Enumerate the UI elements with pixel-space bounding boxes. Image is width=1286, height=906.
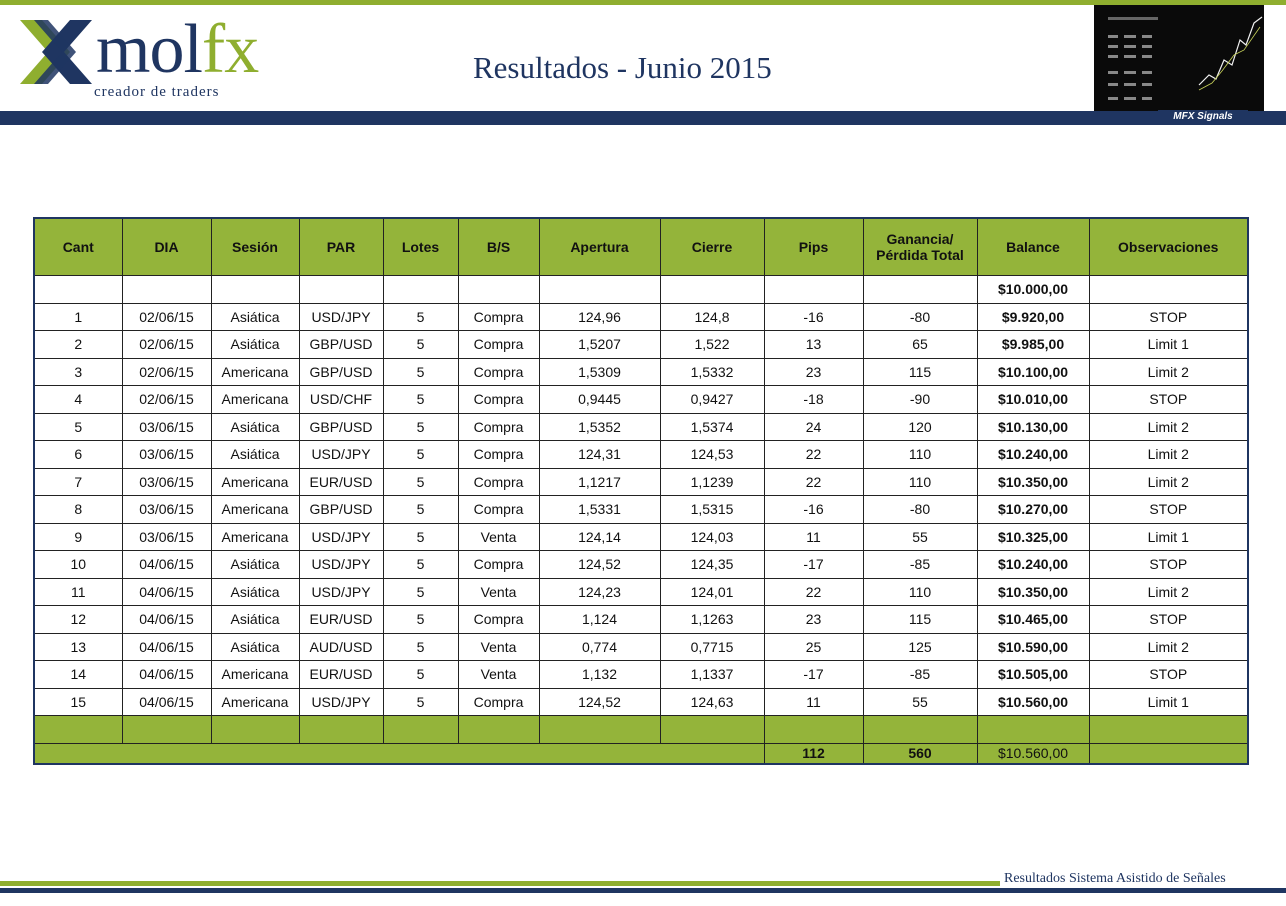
cell-cierre: 124,35 xyxy=(660,551,764,579)
cell-cierre: 0,9427 xyxy=(660,386,764,414)
logo-tagline: creador de traders xyxy=(94,84,220,100)
cell-observaciones: Limit 1 xyxy=(1089,331,1248,359)
footer-caption: Resultados Sistema Asistido de Señales xyxy=(1004,871,1226,886)
cell-lotes: 5 xyxy=(383,578,458,606)
cell-balance: $10.010,00 xyxy=(977,386,1089,414)
cell-par: AUD/USD xyxy=(299,633,383,661)
cell-par: USD/JPY xyxy=(299,523,383,551)
cell-pips: -18 xyxy=(764,386,863,414)
cell-apertura: 1,5352 xyxy=(539,413,660,441)
spacer-row xyxy=(34,716,1248,744)
cell-ganancia: -85 xyxy=(863,551,977,579)
cell-dia: 04/06/15 xyxy=(122,633,211,661)
cell-cant: 9 xyxy=(34,523,122,551)
logo-x-mark-icon xyxy=(20,20,92,84)
cell-balance: $10.130,00 xyxy=(977,413,1089,441)
initial-balance-row xyxy=(34,276,1248,304)
cell-bs: Venta xyxy=(458,578,539,606)
cell-lotes: 5 xyxy=(383,661,458,689)
cell-bs: Venta xyxy=(458,633,539,661)
cell-cierre: 124,8 xyxy=(660,303,764,331)
cell-ganancia: 125 xyxy=(863,633,977,661)
page-title: Resultados - Junio 2015 xyxy=(473,50,772,85)
cell-par: USD/JPY xyxy=(299,688,383,716)
table-row xyxy=(34,331,1248,359)
cell-cant: 14 xyxy=(34,661,122,689)
cell-bs: Compra xyxy=(458,386,539,414)
cell-ganancia: -80 xyxy=(863,496,977,524)
cell-apertura: 1,1217 xyxy=(539,468,660,496)
cell-bs: Compra xyxy=(458,413,539,441)
cell-bs: Compra xyxy=(458,606,539,634)
cell-observaciones: Limit 2 xyxy=(1089,358,1248,386)
cell-dia: 04/06/15 xyxy=(122,551,211,579)
cell-pips: -17 xyxy=(764,551,863,579)
cell-cant: 5 xyxy=(34,413,122,441)
col-header-cant: Cant xyxy=(34,218,122,276)
cell-observaciones: Limit 2 xyxy=(1089,468,1248,496)
cell-observaciones: STOP xyxy=(1089,496,1248,524)
cell-par: USD/CHF xyxy=(299,386,383,414)
cell-apertura: 124,52 xyxy=(539,688,660,716)
cell-sesion: Americana xyxy=(211,496,299,524)
cell-dia: 04/06/15 xyxy=(122,578,211,606)
totals-empty xyxy=(1089,743,1248,764)
cell-par: EUR/USD xyxy=(299,468,383,496)
cell-cierre: 1,1239 xyxy=(660,468,764,496)
initial-balance: $10.000,00 xyxy=(977,276,1089,304)
cell-ganancia: 110 xyxy=(863,441,977,469)
cell-ganancia: 115 xyxy=(863,358,977,386)
cell-dia: 04/06/15 xyxy=(122,661,211,689)
cell-lotes: 5 xyxy=(383,303,458,331)
cell-balance: $10.350,00 xyxy=(977,578,1089,606)
cell-bs: Compra xyxy=(458,441,539,469)
cell-cierre: 1,5315 xyxy=(660,496,764,524)
cell-observaciones: Limit 1 xyxy=(1089,523,1248,551)
cell-lotes: 5 xyxy=(383,386,458,414)
cell-pips: 24 xyxy=(764,413,863,441)
table-row xyxy=(34,496,1248,524)
col-header-sesion: Sesión xyxy=(211,218,299,276)
col-header-par: PAR xyxy=(299,218,383,276)
cell-balance: $10.465,00 xyxy=(977,606,1089,634)
footer-green-bar xyxy=(0,881,1000,886)
cell-cierre: 1,522 xyxy=(660,331,764,359)
col-header-balance: Balance xyxy=(977,218,1089,276)
cell-sesion: Asiática xyxy=(211,413,299,441)
cell-pips: 11 xyxy=(764,523,863,551)
cell-pips: -17 xyxy=(764,661,863,689)
cell-apertura: 1,132 xyxy=(539,661,660,689)
cell-sesion: Asiática xyxy=(211,441,299,469)
cell-cant: 4 xyxy=(34,386,122,414)
cell-pips: -16 xyxy=(764,496,863,524)
cell-dia: 03/06/15 xyxy=(122,441,211,469)
cell-lotes: 5 xyxy=(383,358,458,386)
cell-par: EUR/USD xyxy=(299,606,383,634)
cell-pips: 13 xyxy=(764,331,863,359)
cell-sesion: Asiática xyxy=(211,633,299,661)
cell-par: USD/JPY xyxy=(299,441,383,469)
cell-apertura: 1,5331 xyxy=(539,496,660,524)
cell-cant: 7 xyxy=(34,468,122,496)
trading-screen-icon xyxy=(1094,5,1264,111)
cell-balance: $10.240,00 xyxy=(977,551,1089,579)
cell-lotes: 5 xyxy=(383,633,458,661)
cell-par: USD/JPY xyxy=(299,551,383,579)
cell-balance: $10.350,00 xyxy=(977,468,1089,496)
cell-lotes: 5 xyxy=(383,331,458,359)
cell-apertura: 124,31 xyxy=(539,441,660,469)
cell-balance: $10.590,00 xyxy=(977,633,1089,661)
cell-bs: Compra xyxy=(458,331,539,359)
molfx-logo xyxy=(20,11,320,106)
cell-bs: Compra xyxy=(458,551,539,579)
cell-sesion: Americana xyxy=(211,386,299,414)
cell-par: GBP/USD xyxy=(299,331,383,359)
table-row xyxy=(34,661,1248,689)
cell-dia: 03/06/15 xyxy=(122,413,211,441)
cell-balance: $9.985,00 xyxy=(977,331,1089,359)
cell-lotes: 5 xyxy=(383,688,458,716)
total-profit: 560 xyxy=(863,743,977,764)
cell-ganancia: 55 xyxy=(863,523,977,551)
cell-lotes: 5 xyxy=(383,496,458,524)
cell-dia: 02/06/15 xyxy=(122,386,211,414)
cell-apertura: 1,5207 xyxy=(539,331,660,359)
cell-cierre: 1,5332 xyxy=(660,358,764,386)
cell-cierre: 124,63 xyxy=(660,688,764,716)
cell-cierre: 0,7715 xyxy=(660,633,764,661)
cell-ganancia: -90 xyxy=(863,386,977,414)
cell-dia: 04/06/15 xyxy=(122,606,211,634)
cell-pips: 11 xyxy=(764,688,863,716)
cell-cant: 11 xyxy=(34,578,122,606)
cell-balance: $10.240,00 xyxy=(977,441,1089,469)
cell-pips: 22 xyxy=(764,441,863,469)
signals-chart-image xyxy=(1094,5,1264,111)
header-divider-bar xyxy=(0,111,1286,125)
cell-observaciones: Limit 2 xyxy=(1089,441,1248,469)
header-row xyxy=(34,218,1248,276)
col-header-dia: DIA xyxy=(122,218,211,276)
cell-lotes: 5 xyxy=(383,413,458,441)
cell-ganancia: 120 xyxy=(863,413,977,441)
cell-lotes: 5 xyxy=(383,468,458,496)
cell-ganancia: 55 xyxy=(863,688,977,716)
cell-observaciones: STOP xyxy=(1089,661,1248,689)
cell-bs: Venta xyxy=(458,523,539,551)
cell-par: USD/JPY xyxy=(299,578,383,606)
cell-sesion: Americana xyxy=(211,468,299,496)
cell-sesion: Asiática xyxy=(211,303,299,331)
table-row xyxy=(34,468,1248,496)
cell-sesion: Asiática xyxy=(211,551,299,579)
cell-sesion: Asiática xyxy=(211,331,299,359)
cell-apertura: 124,96 xyxy=(539,303,660,331)
cell-pips: 25 xyxy=(764,633,863,661)
cell-ganancia: 110 xyxy=(863,468,977,496)
cell-observaciones: Limit 2 xyxy=(1089,633,1248,661)
footer-blue-bar xyxy=(0,888,1286,893)
col-header-lotes: Lotes xyxy=(383,218,458,276)
cell-lotes: 5 xyxy=(383,441,458,469)
cell-balance: $10.505,00 xyxy=(977,661,1089,689)
col-header-apertura: Apertura xyxy=(539,218,660,276)
cell-apertura: 0,9445 xyxy=(539,386,660,414)
signals-label: MFX Signals xyxy=(1158,110,1248,124)
cell-bs: Compra xyxy=(458,496,539,524)
cell-sesion: Americana xyxy=(211,661,299,689)
logo-wordmark: molfx xyxy=(96,11,259,88)
col-header-pips: Pips xyxy=(764,218,863,276)
cell-dia: 02/06/15 xyxy=(122,331,211,359)
table-row xyxy=(34,358,1248,386)
cell-dia: 04/06/15 xyxy=(122,688,211,716)
cell-sesion: Americana xyxy=(211,523,299,551)
total-balance: $10.560,00 xyxy=(977,743,1089,764)
col-header-observaciones: Observaciones xyxy=(1089,218,1248,276)
cell-cant: 13 xyxy=(34,633,122,661)
cell-cant: 8 xyxy=(34,496,122,524)
table-row xyxy=(34,386,1248,414)
totals-spacer xyxy=(34,743,764,764)
cell-apertura: 124,52 xyxy=(539,551,660,579)
cell-bs: Compra xyxy=(458,358,539,386)
cell-bs: Compra xyxy=(458,688,539,716)
cell-lotes: 5 xyxy=(383,523,458,551)
cell-sesion: Asiática xyxy=(211,578,299,606)
cell-ganancia: 65 xyxy=(863,331,977,359)
cell-dia: 03/06/15 xyxy=(122,496,211,524)
cell-observaciones: Limit 2 xyxy=(1089,578,1248,606)
cell-sesion: Americana xyxy=(211,358,299,386)
cell-bs: Compra xyxy=(458,303,539,331)
table-row xyxy=(34,551,1248,579)
cell-balance: $10.270,00 xyxy=(977,496,1089,524)
table-row xyxy=(34,633,1248,661)
cell-cierre: 1,1337 xyxy=(660,661,764,689)
cell-par: EUR/USD xyxy=(299,661,383,689)
col-header-bs: B/S xyxy=(458,218,539,276)
cell-cierre: 124,03 xyxy=(660,523,764,551)
cell-cant: 10 xyxy=(34,551,122,579)
col-header-ganancia: Ganancia/ Pérdida Total xyxy=(863,218,977,276)
cell-par: GBP/USD xyxy=(299,358,383,386)
cell-ganancia: 110 xyxy=(863,578,977,606)
table-row xyxy=(34,303,1248,331)
table-row xyxy=(34,688,1248,716)
cell-ganancia: -80 xyxy=(863,303,977,331)
cell-dia: 03/06/15 xyxy=(122,523,211,551)
table-row xyxy=(34,413,1248,441)
total-pips: 112 xyxy=(764,743,863,764)
cell-cierre: 1,5374 xyxy=(660,413,764,441)
table-row xyxy=(34,523,1248,551)
cell-pips: 22 xyxy=(764,468,863,496)
cell-balance: $10.325,00 xyxy=(977,523,1089,551)
cell-observaciones: STOP xyxy=(1089,386,1248,414)
cell-apertura: 1,5309 xyxy=(539,358,660,386)
cell-apertura: 124,14 xyxy=(539,523,660,551)
cell-bs: Venta xyxy=(458,661,539,689)
cell-cant: 15 xyxy=(34,688,122,716)
cell-lotes: 5 xyxy=(383,551,458,579)
cell-par: GBP/USD xyxy=(299,496,383,524)
cell-sesion: Asiática xyxy=(211,606,299,634)
cell-cant: 6 xyxy=(34,441,122,469)
cell-cant: 2 xyxy=(34,331,122,359)
cell-pips: 23 xyxy=(764,358,863,386)
cell-observaciones: Limit 2 xyxy=(1089,413,1248,441)
cell-pips: -16 xyxy=(764,303,863,331)
cell-observaciones: Limit 1 xyxy=(1089,688,1248,716)
col-header-cierre: Cierre xyxy=(660,218,764,276)
totals-row xyxy=(34,743,1248,764)
cell-balance: $9.920,00 xyxy=(977,303,1089,331)
cell-ganancia: -85 xyxy=(863,661,977,689)
cell-sesion: Americana xyxy=(211,688,299,716)
table-row xyxy=(34,441,1248,469)
cell-cierre: 124,53 xyxy=(660,441,764,469)
cell-cant: 12 xyxy=(34,606,122,634)
cell-cierre: 1,1263 xyxy=(660,606,764,634)
cell-dia: 03/06/15 xyxy=(122,468,211,496)
cell-cant: 3 xyxy=(34,358,122,386)
cell-cierre: 124,01 xyxy=(660,578,764,606)
cell-pips: 22 xyxy=(764,578,863,606)
table-row xyxy=(34,578,1248,606)
cell-observaciones: STOP xyxy=(1089,606,1248,634)
cell-cant: 1 xyxy=(34,303,122,331)
cell-apertura: 124,23 xyxy=(539,578,660,606)
cell-par: GBP/USD xyxy=(299,413,383,441)
results-table xyxy=(33,217,1249,765)
cell-ganancia: 115 xyxy=(863,606,977,634)
cell-dia: 02/06/15 xyxy=(122,303,211,331)
cell-observaciones: STOP xyxy=(1089,303,1248,331)
cell-observaciones: STOP xyxy=(1089,551,1248,579)
cell-dia: 02/06/15 xyxy=(122,358,211,386)
table-row xyxy=(34,606,1248,634)
cell-bs: Compra xyxy=(458,468,539,496)
cell-pips: 23 xyxy=(764,606,863,634)
cell-apertura: 1,124 xyxy=(539,606,660,634)
cell-par: USD/JPY xyxy=(299,303,383,331)
cell-balance: $10.560,00 xyxy=(977,688,1089,716)
cell-apertura: 0,774 xyxy=(539,633,660,661)
cell-balance: $10.100,00 xyxy=(977,358,1089,386)
cell-lotes: 5 xyxy=(383,606,458,634)
